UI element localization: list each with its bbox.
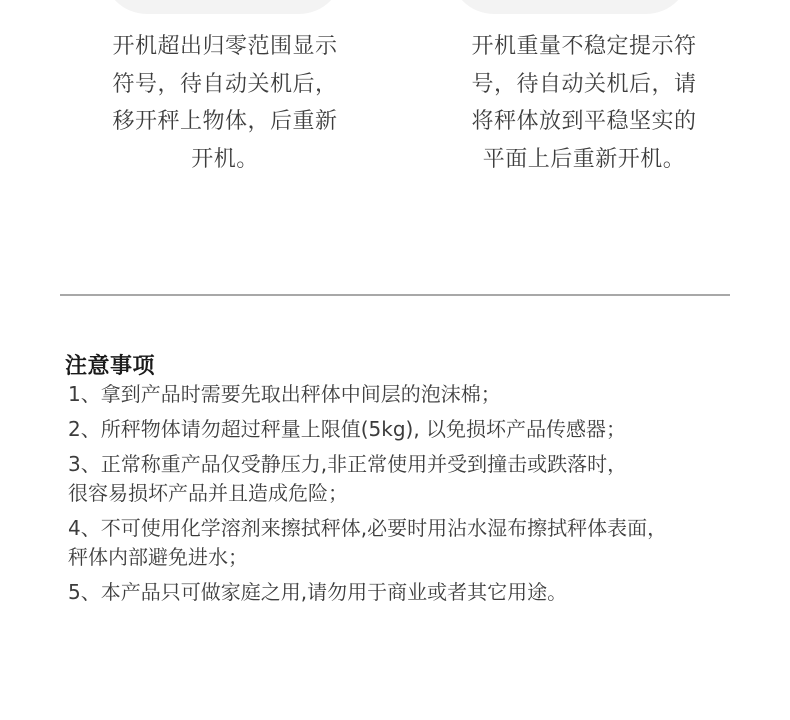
notes-title: 注意事项 bbox=[65, 354, 156, 380]
scale-display-image-left bbox=[103, 0, 343, 14]
error-description-line: 开机重量不稳定提示符 bbox=[471, 34, 697, 59]
scale-display-image-right bbox=[450, 0, 690, 14]
error-description-out-of-zero-range bbox=[100, 28, 350, 178]
notes-item bbox=[68, 415, 728, 444]
error-description-line: 移开秤上物体，后重新 bbox=[112, 109, 338, 134]
error-description-line: 开机。 bbox=[191, 146, 259, 172]
notes-item-text: 2、所秤物体请勿超过秤量上限值(5kg), 以免损坏产品传感器； bbox=[68, 417, 627, 441]
notes-item-text: 秤体内部避免进水； bbox=[68, 545, 248, 569]
notes-item bbox=[68, 514, 728, 572]
notes-item bbox=[68, 578, 728, 607]
notes-item-text: 很容易损坏产品并且造成危险； bbox=[68, 481, 348, 505]
notes-item bbox=[68, 450, 728, 508]
section-divider bbox=[60, 294, 730, 296]
notes-item-text: 4、不可使用化学溶剂来擦拭秤体,必要时用沾水湿布擦拭秤体表面， bbox=[68, 516, 668, 540]
error-description-line: 符号，待自动关机后， bbox=[112, 71, 338, 97]
notes-item-text: 3、正常称重产品仅受静压力,非正常使用并受到撞击或跌落时， bbox=[68, 452, 628, 476]
error-description-line: 平面上后重新开机。 bbox=[482, 146, 686, 172]
notes-list bbox=[68, 380, 728, 613]
notes-item-text: 5、本产品只可做家庭之用,请勿用于商业或者其它用途。 bbox=[68, 580, 568, 604]
notes-item bbox=[68, 380, 728, 409]
error-description-unstable-weight bbox=[459, 28, 709, 178]
error-description-line: 将秤体放到平稳坚实的 bbox=[471, 109, 697, 134]
error-description-line: 开机超出归零范围显示 bbox=[112, 34, 338, 59]
notes-item-text: 1、拿到产品时需要先取出秤体中间层的泡沫棉； bbox=[68, 382, 501, 406]
error-description-line: 号，待自动关机后，请 bbox=[471, 71, 697, 97]
